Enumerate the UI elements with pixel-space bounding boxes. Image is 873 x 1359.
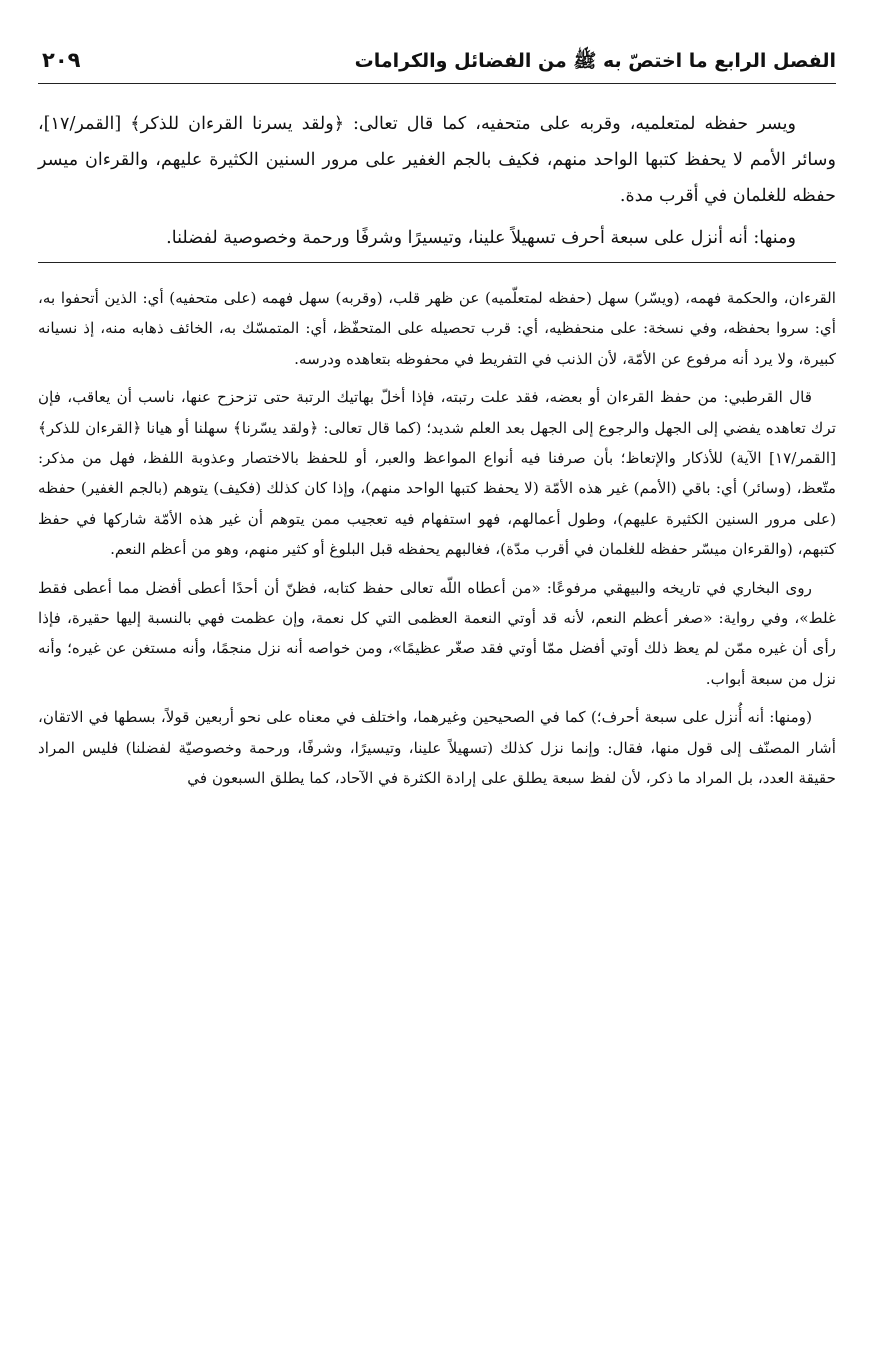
main-text-paragraph-1: ويسر حفظه لمتعلميه، وقربه على متحفيه، كما قال تعالى: ﴿ولقد يسرنا القرءان للذكر﴾ [القمر/١٧]، وسائر الأمم لا يحفظ كتبها الواحد منهم، فكيف بالجم الغفير على مرور السنين الكثيرة عليهم، والقرءان ميسر حفظه للغلمان في أقرب مدة.: [38, 114, 836, 206]
text-commentary-divider: [38, 262, 836, 263]
running-header: [38, 48, 836, 84]
commentary-paragraph-1: القرءان، والحكمة فهمه، (ويسّر) سهل (حفظه لمتعلّميه) عن ظهر قلب، (وقربه) سهل فهمه (على متحفيه) أي: الذين أتحفوا به، أي: سروا بحفظه، وفي نسخة: على منحفظيه، أي: قرب تحصيله على المتحفّظ، أي: المتمسّك به، الخائف ذهابه منه، إذ نسيانه كبيرة، ولا يرد أنه مرفوع عن الأمّة، لأن الذنب في التفريط في محفوظه بتعاهده ودرسه.: [38, 289, 836, 368]
chapter-title: الفصل الرابع ما اختصّ به ﷺ من الفضائل والكرامات: [354, 50, 836, 72]
book-page: [38, 48, 836, 802]
commentary-paragraph-3: روى البخاري في تاريخه والبيهقي مرفوعًا: «من أعطاه اللّه تعالى حفظ كتابه، فظنّ أن أحدًا أعطى أفضل مما أعطى فقط غلط»، وفي رواية: «صغر أعظم النعم، لأنه قد أوتي النعمة العظمى التي كل نعمة، وإن عظمت فهي بالنسبة إليها حقيرة، فإذا رأى أن غيره ممّن لم يعظ ذلك أوتي أفضل ممّا أوتي فقد صغّر عظيمًا»، ومن خواصه أنه نزل منجمًا، وأنه مستغن عن غيره؛ وأنه نزل من سبعة أبواب.: [38, 578, 836, 688]
main-text-paragraph-2: ومنها: أنه أنزل على سبعة أحرف تسهيلاً علينا، وتيسيرًا وشرفًا ورحمة وخصوصية لفضلنا.: [166, 228, 796, 248]
commentary-paragraph-4: (ومنها: أنه أُنزل على سبعة أحرف؛) كما في الصحيحين وغيرهما، واختلف في معناه على نحو أربعين قولاً، بسطها في الاتقان، أشار المصنّف إلى قول منها، فقال: وإنما نزل كذلك (تسهيلاً علينا، وتيسيرًا، وشرفًا، ورحمة وخصوصيّة لفضلنا) فليس المراد حقيقة العدد، بل المراد ما ذكر، لأن لفظ سبعة يطلق على إرادة الكثرة في الآحاد، كما يطلق السبعون في: [38, 708, 836, 788]
commentary-paragraph-2: قال القرطبي: من حفظ القرءان أو بعضه، فقد علت رتبته، فإذا أخلّ بهاتيك الرتبة حتى تزحزح عنها، ناسب أن يعاقب، فإن ترك تعاهده يفضي إلى الجهل والرجوع إلى الجهل بعد العلم شديد؛ (كما قال تعالى: ﴿ولقد يسّرنا﴾ سهلنا أو هيانا ﴿القرءان للذكر﴾ [القمر/١٧] الآية) للأذكار والإتعاظ؛ بأن صرفنا فيه أنواع المواعظ والعبر، أو للحفظ بالاختصار وعذوبة اللفظ، فهل من مذكر: متّعظ، (وسائر) أي: باقي (الأمم) غير هذه الأمّة (لا يحفظ كتبها الواحد منهم)، وإذا كان كذلك (فكيف) يتوهم (بالجم الغفير) حفظه (على مرور السنين الكثيرة عليهم)، وطول أعمالهم، فهو استفهام فيه تعجيب ممن يتوهم أن غير هذه الأمّة شاركها في حفظ كتبهم، (والقرءان ميسّر حفظه للغلمان في أقرب مدّة)، فغالبهم يحفظه قبل البلوغ أو كثير منهم، وهو من أعظم النعم.: [38, 388, 836, 559]
main-text: [38, 106, 836, 256]
page-number: ٢٠٩: [42, 48, 81, 72]
commentary: [38, 283, 836, 794]
